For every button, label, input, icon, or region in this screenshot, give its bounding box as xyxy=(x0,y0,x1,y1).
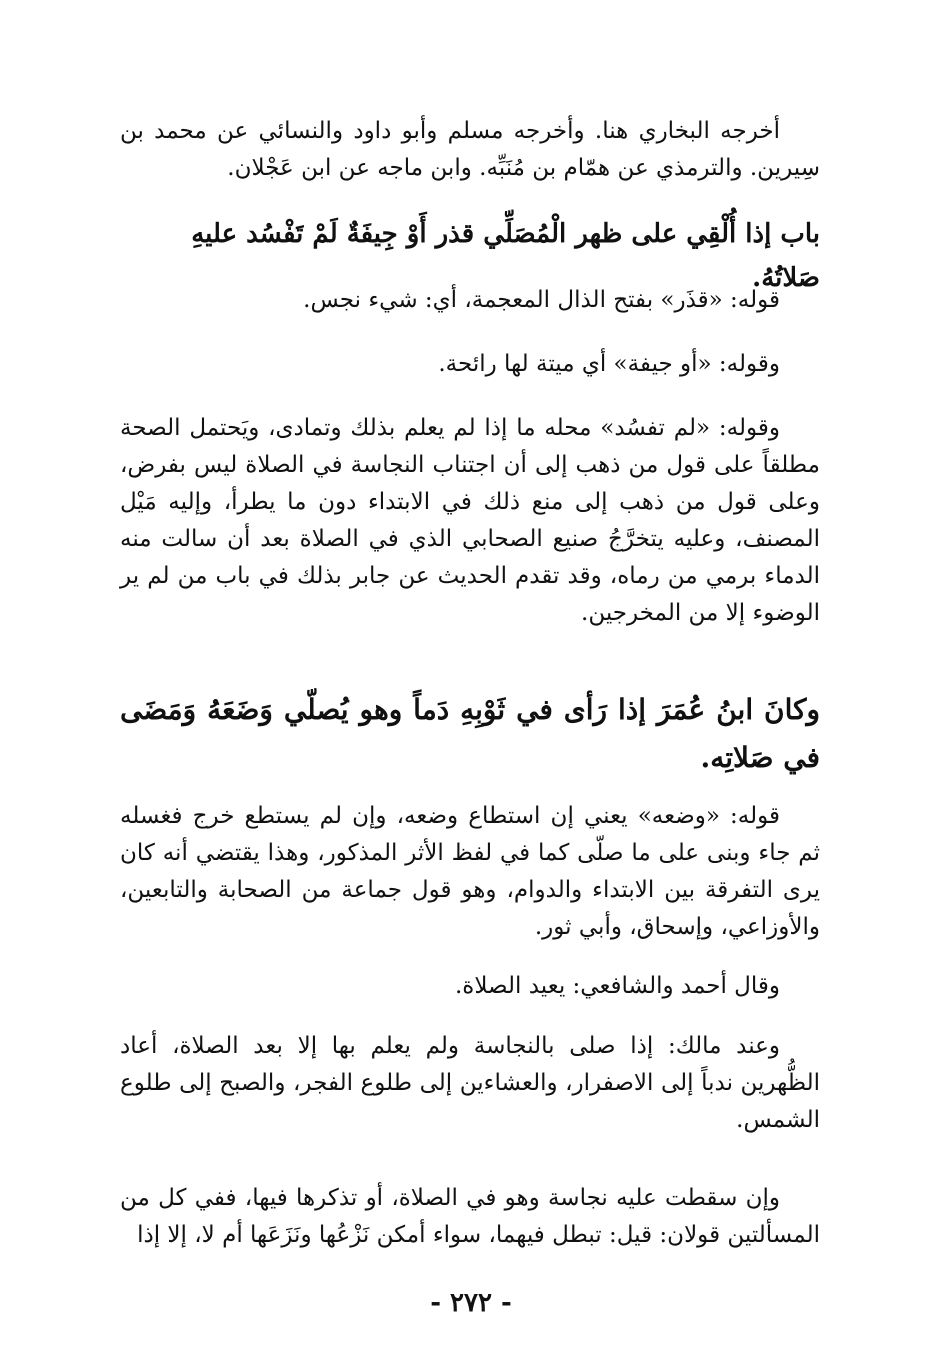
paragraph-lam-tafsud: وقوله: «لم تفسُد» محله ما إذا لم يعلم بذلك وتمادى، ويَحتمل الصحة مطلقاً على قول من ذهب إلى أن اجتناب النجاسة في الصلاة ليس بفرض، وعلى قول من ذهب إلى منع ذلك في الابتداء دون ما يطرأ، وإليه مَيْل المصنف، وعليه يتخرَّجُ صنيع الصحابي الذي في الصلاة بعد أن سالت منه الدماء برمي من رماه، وقد تقدم الحديث عن جابر بذلك في باب من لم ير الوضوء إلا من المخرجين. xyxy=(120,415,820,626)
paragraph-takhrij: أخرجه البخاري هنا. وأخرجه مسلم وأبو داود والنسائي عن محمد بن سِيرين. والترمذي عن همّام بن مُنَبِّه. وابن ماجه عن ابن عَجْلان. xyxy=(120,118,820,181)
paragraph-sucut-najasa: وإن سقطت عليه نجاسة وهو في الصلاة، أو تذكرها فيها، ففي كل من المسألتين قولان: قيل: تبطل فيهما، سواء أمكن نَزْعُها ونَزَعَها أم لا، إلا إذا xyxy=(120,1185,820,1248)
paragraph-jifa: وقوله: «أو جيفة» أي ميتة لها رائحة. xyxy=(438,351,780,377)
athar-heading-ibn-umar: وكانَ ابنُ عُمَرَ إذا رَأى في ثَوْبِهِ دَماً وهو يُصلّي وَضَعَهُ وَمَضَى في صَلاتِه. xyxy=(120,693,820,774)
page-number: - ٢٧٢ - xyxy=(430,1288,512,1318)
chapter-heading-filth-on-back: باب إذا أُلْقِي على ظهر الْمُصَلِّي قذر أَوْ جِيفَةٌ لَمْ تَفْسُد عليهِ صَلاتُهُ. xyxy=(191,219,820,293)
paragraph-qadhar: قوله: «قذَر» بفتح الذال المعجمة، أي: شيء نجس. xyxy=(303,287,780,313)
paragraph-wadaahu: قوله: «وضعه» يعني إن استطاع وضعه، وإن لم يستطع خرج فغسله ثم جاء وبنى على ما صلّى كما في لفظ الأثر المذكور، وهذا يقتضي أنه كان يرى التفرقة بين الابتداء والدوام، وهو قول جماعة من الصحابة والتابعين، والأوزاعي، وإسحاق، وأبي ثور. xyxy=(120,803,820,940)
paragraph-ahmad-shafii: وقال أحمد والشافعي: يعيد الصلاة. xyxy=(454,973,780,999)
paragraph-malik: وعند مالك: إذا صلى بالنجاسة ولم يعلم بها إلا بعد الصلاة، أعاد الظُّهرين ندباً إلى الاصفرار، والعشاءين إلى طلوع الفجر، والصبح إلى طلوع الشمس. xyxy=(120,1033,820,1133)
